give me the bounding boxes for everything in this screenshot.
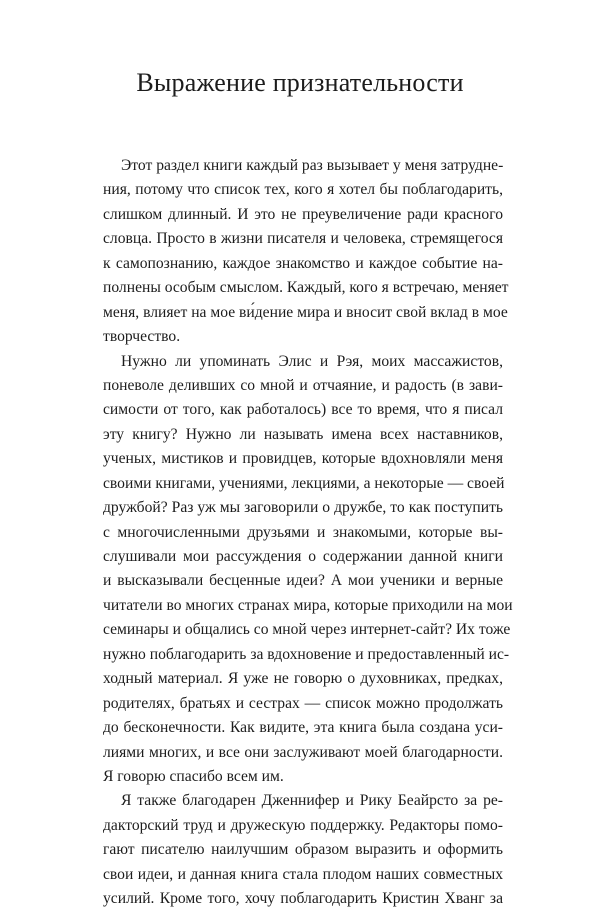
text-line: эту книгу? Нужно ли называть имена всех наставников, <box>103 425 503 443</box>
text-line: ученых, мистиков и провидцев, которые вдохновляли меня <box>103 450 503 468</box>
paragraph <box>103 789 503 911</box>
text-line: свои идеи, и данная книга стала плодом наших совместных <box>103 865 503 883</box>
text-line: нужно поблагодарить за вдохновение и предоставленный ис- <box>103 645 510 663</box>
text-line: гают писателю наилучшим образом выразить и оформить <box>103 841 503 859</box>
text-line: лиями многих, и все они заслуживают моей благодарности. <box>103 743 503 761</box>
text-line: семинары и общались со мной через интернет-сайт? Их тоже <box>103 621 511 639</box>
text-line: ходный материал. Я уже не говорю о духовниках, предках, <box>103 670 503 688</box>
text-line: творчество. <box>103 328 181 346</box>
text-line: Я также благодарен Дженнифер и Рику Беайрсто за ре- <box>121 792 503 810</box>
text-line: дружбой? Раз уж мы заговорили о дружбе, то как поступить <box>103 499 503 517</box>
text-line: читатели во многих странах мира, которые приходили на мои <box>103 596 513 614</box>
text-line: Этот раздел книги каждый раз вызывает у меня затрудне- <box>121 157 504 174</box>
text-line: Я говорю спасибо всем им. <box>103 767 284 785</box>
text-line: слушивали мои рассуждения о содержании данной книги <box>103 548 503 565</box>
text-line: словца. Просто в жизни писателя и человека, стремящегося <box>103 230 503 248</box>
text-line: слишком длинный. И это не преувеличение ради красного <box>103 205 503 223</box>
text-line: с многочисленными друзьями и знакомыми, которые вы- <box>103 523 503 541</box>
body-text <box>103 154 513 912</box>
text-line: усилий. Кроме того, хочу поблагодарить Кристин Хванг за <box>103 890 503 908</box>
text-line: своими книгами, учениями, лекциями, а некоторые — своей <box>103 474 505 492</box>
paragraph <box>103 154 509 350</box>
text-line: полнены особым смыслом. Каждый, кого я встречаю, меняет <box>103 279 509 297</box>
text-line: до бесконечности. Как видите, эта книга была создана уси- <box>103 719 503 737</box>
text-line: поневоле деливших со мной и отчаяние, и радость (в зави- <box>103 376 503 394</box>
text-line: дакторский труд и дружескую поддержку. Редакторы помо- <box>103 816 503 834</box>
text-line: родителях, братьях и сестрах — список можно продолжать <box>103 694 503 712</box>
text-line: ния, потому что список тех, кого я хотел бы поблагодарить, <box>103 181 503 199</box>
text-line: к самопознанию, каждое знакомство и каждое событие на- <box>103 254 503 272</box>
chapter-title: Выражение признательности <box>136 68 464 97</box>
text-line: Нужно ли упоминать Элис и Рэя, моих массажистов, <box>121 352 503 370</box>
paragraph <box>103 350 513 790</box>
text-line: и высказывали бесценные идеи? А мои ученики и верные <box>103 572 503 590</box>
text-line: симости от того, как работалось) все то время, что я писал <box>103 401 503 419</box>
text-line: меня, влияет на мое ви́дение мира и вносит свой вклад в мое <box>103 303 508 321</box>
